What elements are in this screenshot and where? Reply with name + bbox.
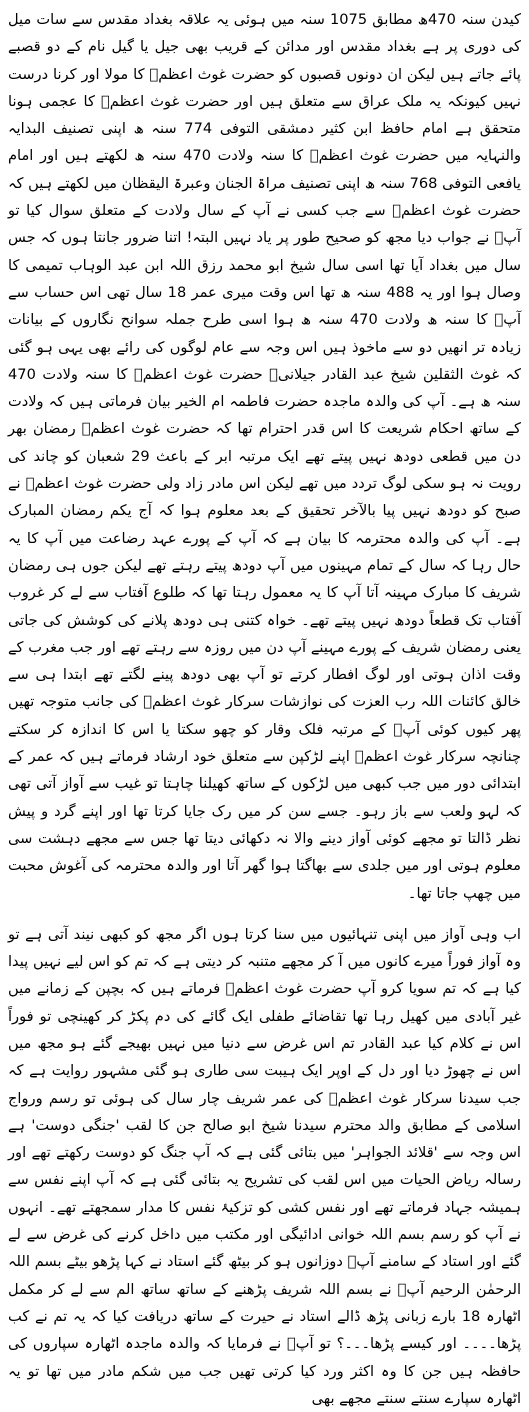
article-paragraph-1: کیدن سنہ 470ھ مطابق 1075 سنہ میں ہوئی یہ علاقہ بغداد مقدس سے سات میل کی دوری پر ہے بغداد مقدس اور مدائن کے قریب بھی جیل یا گیل نام کے دو قصبے پائے جاتے ہیں لیکن ان دونوں قصبوں کو حضرت غوث اعظمؓ کا مولا اور کرنا درست نہیں کیونکہ یہ ملک عراق سے متعلق ہیں اور حضرت غوث اعظمؓ کا عجمی ہونا متحقق ہے امام حافظ ابن کثیر دمشقی التوفی 774 سنہ ھ اپنی تصنیف البدایہ والنہایہ میں حضرت غوث اعظمؓ کا سنہ ولادت 470 سنہ ھ لکھتے ہیں اور امام یافعی التوفی 768 سنہ ھ اپنی تصنیف مراۃ الجنان وعبرۃ الیقظان میں لکھتے ہیں کہ حضرت غوث اعظمؓ سے جب کسی نے آپ کے سال ولادت کے متعلق سوال کیا تو آپؓ نے جواب دیا مجھ کو صحیح طور پر یاد نہیں البتہ! اتنا ضرور جانتا ہوں کہ جس سال میں بغداد آیا تھا اسی سال شیخ ابو محمد رزق اللہ ابن عبد الوہاب تمیمی کا وصال ہوا اور یہ 488 سنہ ھ تھا اس وقت میری عمر 18 سال تھی اس حساب سے آپؓ کا سنہ ھ ولادت 470 سنہ ھ ہوا اسی طرح جملہ سوانح نگاروں کے بیانات زیادہ تر انھیں دو سے ماخوذ ہیں اس وجہ سے عام لوگوں کی رائے بھی یہی ہو گئی کہ غوث الثقلین شیخ عبد القادر جیلانیؒ حضرت غوث اعظمؓ کا سنہ ولادت 470 سنہ ھ ہے۔ آپ کی والدہ ماجدہ حضرت فاطمہ ام الخیر بیان فرماتی ہیں کہ ولادت کے ساتھ احکام شریعت کا اس قدر احترام تھا کہ حضرت غوث اعظمؓ رمضان بھر دن میں قطعی دودھ نہیں پیتے تھے ایک مرتبہ ابر کے باعث 29 شعبان کو چاند کی رویت نہ ہو سکی لوگ تردد میں تھے لیکن اس مادر زاد ولی حضرت غوث اعظمؓ نے صبح کو دودھ نہیں پیا بالآخر تحقیق کے بعد معلوم ہوا کہ آج یکم رمضان المبارک ہے۔ آپ کی والدہ محترمہ کا بیان ہے کہ آپ کے پورے عہد رضاعت میں آپ کا یہ حال رہا کہ سال کے تمام مہینوں میں آپ دودھ پیتے رہتے تھے لیکن جوں ہی رمضان شریف کا مبارک مہینہ آتا آپ کا یہ معمول رہتا تھا کہ طلوع آفتاب سے لے کر غروب آفتاب تک قطعاً دودھ نہیں پیتے تھے۔ خواہ کتنی ہی دودھ پلانے کی کوشش کی جاتی یعنی رمضان شریف کے پورے مہینے آپ دن میں روزہ سے رہتے تھے اور جب مغرب کے وقت اذان ہوتی اور لوگ افطار کرتے تو آپ بھی دودھ پینے لگتے تھے ابتدا ہی سے خالق کائنات اللہ رب العزت کی نوازشات سرکار غوث اعظمؓ کی جانب متوجہ تھیں پھر کیوں کوئی آپؓ کے مرتبہ فلک وقار کو چھو سکتا یا اس کا اندازہ کر سکتے چنانچہ سرکار غوث اعظمؓ اپنے لڑکپن سے متعلق خود ارشاد فرماتے ہیں کہ عمر کے ابتدائی دور میں جب کبھی میں لڑکوں کے ساتھ کھیلنا چاہتا تو غیب سے آواز آتی تھی کہ لہو ولعب سے باز رہو۔ جسے سن کر میں رک جایا کرتا تھا اور اپنے گرد و پیش نظر ڈالتا تو مجھے کوئی آواز دینے والا نہ دکھائی دیتا تھا جس سے مجھے دہشت سی معلوم ہوتی اور میں جلدی سے بھاگتا ہوا گھر آتا اور والدہ محترمہ کی آغوش محبت میں چھپ جاتا تھا۔	[7, 11, 522, 902]
article-paragraph-2: اب وہی آواز میں اپنی تنہائیوں میں سنا کرتا ہوں اگر مجھ کو کبھی نیند آتی ہے تو وہ آواز فوراً میرے کانوں میں آ کر مجھے متنبہ کر دیتی ہے کہ تم کو اس لیے نہیں پیدا کیا ہے کہ تم سویا کرو آپ حضرت غوث اعظمؓ فرماتے ہیں کہ بچپن کے زمانے میں غیر آبادی میں کھیل رہا تھا تقاضائے طفلی ایک گائے کی دم پکڑ کر کھینچی تو فوراً اس نے کلام کیا عبد القادر تم اس غرض سے دنیا میں نہیں بھیجے گئے ہو مجھ میں اس نے چھوڑ دیا اور دل کے اوپر ایک ہیبت سی طاری ہو گئی مشہور روایت ہے کہ جب سیدنا سرکار غوث اعظمؓ کی عمر شریف چار سال کی ہوئی تو رسم ورواج اسلامی کے مطابق والد محترم سیدنا شیخ ابو صالح جن کا لقب 'جنگی دوست' ہے اس وجہ سے 'قلائد الجواہر' میں بتائی گئی ہے کہ آپ جنگ کو دوست رکھتے تھے اور رسالہ ریاض الحیات میں اس لقب کی تشریح یہ بتائی گئی ہے کہ آپ اپنے نفس سے ہمیشہ جہاد فرماتے تھے اور نفس کشی کو تزکیۂ نفس کا مدار سمجھتے تھے۔ انہوں نے آپ کو رسم بسم اللہ خوانی ادائیگی اور مکتب میں داخل کرنے کی غرض سے لے گئے اور استاد کے سامنے آپؓ دوزانوں ہو کر بیٹھ گئے استاد نے کہا پڑھو بیٹے بسم اللہ الرحمٰن الرحیم آپؓ نے بسم اللہ شریف پڑھنے کے ساتھ ساتھ الم سے لے کر مکمل اٹھارہ 18 بارے زبانی پڑھ ڈالے استاد نے حیرت کے ساتھ دریافت کیا کہ یہ تم نے کب پڑھا۔۔۔۔ اور کیسے پڑھا۔۔۔؟ تو آپؓ نے فرمایا کہ والدہ ماجدہ اٹھارہ سپاروں کی حافظہ ہیں جن کا وہ اکثر ورد کیا کرتی تھیں جب میں شکم مادر میں تھا تو یہ اٹھارہ سپارے سنتے سنتے مجھے بھی	[8, 925, 521, 1407]
